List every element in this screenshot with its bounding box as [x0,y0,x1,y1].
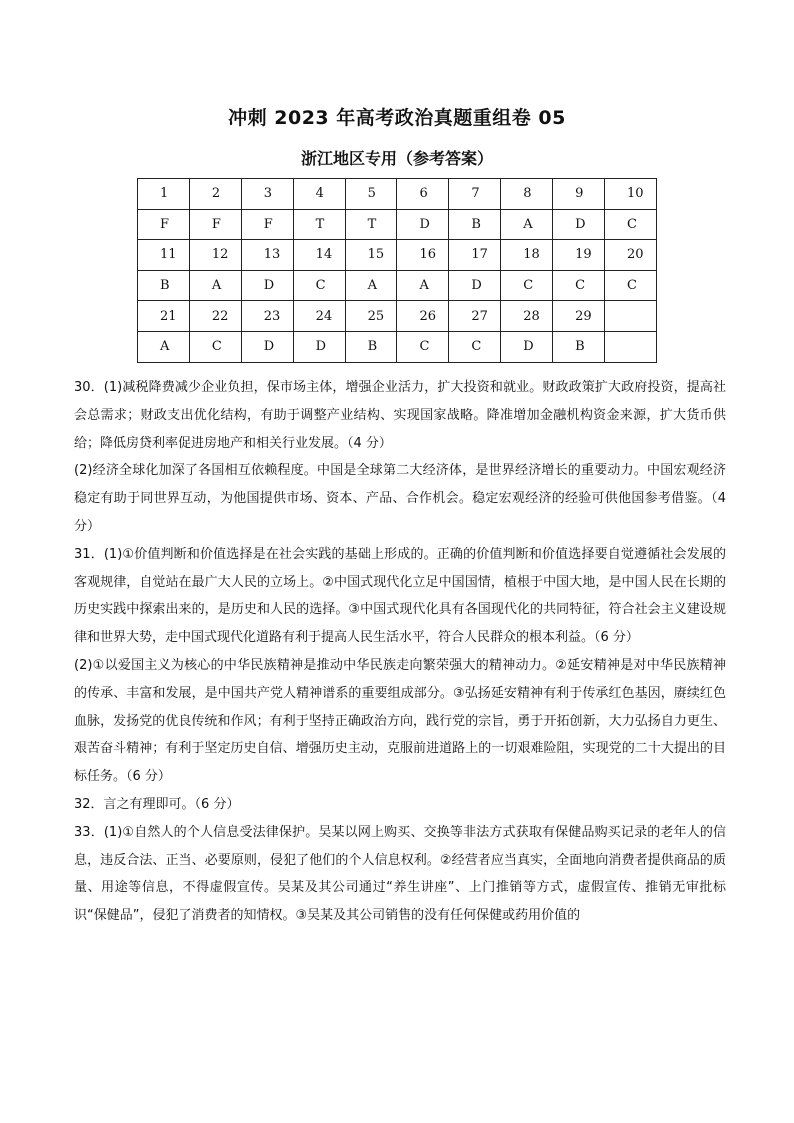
table-cell: 17 [449,240,501,271]
table-row [138,301,657,332]
table-cell: B [449,209,501,240]
table-cell: A [138,331,190,362]
table-row [138,209,657,240]
table-cell: 2 [189,179,241,210]
table-cell: 24 [293,301,345,332]
table-cell: 23 [241,301,293,332]
table-cell: 15 [345,240,397,271]
table-cell: B [553,331,605,362]
table-cell: 6 [397,179,449,210]
table-cell: D [241,331,293,362]
page-subtitle: 浙江地区专用（参考答案） [300,149,493,168]
table-cell: C [553,270,605,301]
table-cell: 1 [138,179,190,210]
table-cell: A [501,209,553,240]
table-cell: C [293,270,345,301]
table-cell: 25 [345,301,397,332]
table-cell: T [345,209,397,240]
table-cell: F [138,209,190,240]
table-cell: D [501,331,553,362]
table-cell: C [605,270,657,301]
table-row [138,331,657,362]
table-cell: C [605,209,657,240]
page-title: 冲刺 2023 年高考政治真题重组卷 05 [228,107,566,129]
table-cell: 29 [553,301,605,332]
table-cell: 13 [241,240,293,271]
table-cell: 4 [293,179,345,210]
table-cell: C [501,270,553,301]
table-cell: 14 [293,240,345,271]
table-cell: C [397,331,449,362]
table-cell: 9 [553,179,605,210]
table-row [138,240,657,271]
table-cell: 20 [605,240,657,271]
table-cell: A [397,270,449,301]
answer-30-1: 30．(1)减税降费减少企业负担，保市场主体，增强企业活力，扩大投资和就业。财政政策扩大政府投资，提高社会总需求；财政支出优化结构，有助于调整产业结构、实现国家战略。降准增加金融机构资金来源，扩大货币供给；降低房贷利率促进房地产和相关行业发展。（4 分） [74,380,726,451]
table-cell: F [189,209,241,240]
table-row [138,179,657,210]
table-cell: 22 [189,301,241,332]
answer-31-2: (2)①以爱国主义为核心的中华民族精神是推动中华民族走向繁荣强大的精神动力。②延安精神是对中华民族精神的传承、丰富和发展，是中国共产党人精神谱系的重要组成部分。③弘扬延安精神有利于传承红色基因，赓续红色血脉，发扬党的优良传统和作风；有利于坚持正确政治方向，践行党的宗旨，勇于开拓创新，大力弘扬自力更生、艰苦奋斗精神；有利于坚定历史自信、增强历史主动，克服前进道路上的一切艰难险阻，实现党的二十大提出的目标任务。（6 分） [74,657,726,785]
answer-33-1: 33．(1)①自然人的个人信息受法律保护。吴某以网上购买、交换等非法方式获取有保健品购买记录的老年人的信息，违反合法、正当、必要原则，侵犯了他们的个人信息权利。②经营者应当真实，全面地向消费者提供商品的质量、用途等信息，不得虚假宣传。吴某及其公司通过“养生讲座”、上门推销等方式，虚假宣传、推销无审批标识“保健品”，侵犯了消费者的知情权。③吴某及其公司销售的没有任何保健或药用价值的 [74,824,726,924]
answer-31-1: 31．(1)①价值判断和价值选择是在社会实践的基础上形成的。正确的价值判断和价值选择要自觉遵循社会发展的客观规律，自觉站在最广大人民的立场上。②中国式现代化立足中国国情，植根于中国大地，是中国人民在长期的历史实践中探索出来的，是历史和人民的选择。③中国式现代化具有各国现代化的共同特征，符合社会主义建设规律和世界大势，走中国式现代化道路有利于提高人民生活水平，符合人民群众的根本利益。（6 分） [74,546,726,646]
table-cell [605,301,657,332]
table-cell: 10 [605,179,657,210]
answer-30-2: (2)经济全球化加深了各国相互依赖程度。中国是全球第二大经济体，是世界经济增长的重要动力。中国宏观经济稳定有助于同世界互动，为他国提供市场、资本、产品、合作机会。稳定宏观经济的经验可供他国参考借鉴。（4 分） [74,463,726,534]
table-cell: B [345,331,397,362]
table-cell: 18 [501,240,553,271]
answer-32: 32．言之有理即可。（6 分） [74,796,240,812]
table-cell: 19 [553,240,605,271]
table-cell: 21 [138,301,190,332]
table-cell: 8 [501,179,553,210]
table-cell: 16 [397,240,449,271]
table-cell: T [293,209,345,240]
table-cell: 26 [397,301,449,332]
table-cell: C [449,331,501,362]
table-cell: 7 [449,179,501,210]
table-cell: 12 [189,240,241,271]
table-cell: F [241,209,293,240]
table-cell: 11 [138,240,190,271]
table-cell: 3 [241,179,293,210]
table-cell: D [241,270,293,301]
table-cell: D [293,331,345,362]
table-cell: 28 [501,301,553,332]
table-row [138,270,657,301]
table-cell: D [553,209,605,240]
table-cell [605,331,657,362]
answer-content [74,374,726,930]
table-cell: C [189,331,241,362]
answer-table [137,178,657,363]
table-cell: D [449,270,501,301]
table-cell: A [189,270,241,301]
table-cell: B [138,270,190,301]
table-cell: 5 [345,179,397,210]
table-cell: 27 [449,301,501,332]
table-cell: D [397,209,449,240]
table-cell: A [345,270,397,301]
